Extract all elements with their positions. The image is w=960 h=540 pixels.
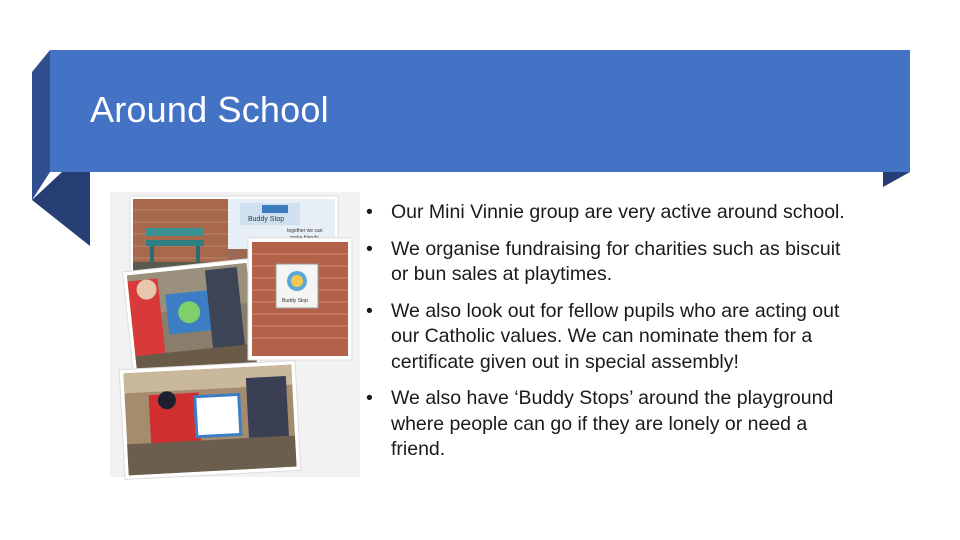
bullet-glyph: • bbox=[366, 299, 373, 322]
sign-label: Buddy Stop bbox=[248, 216, 285, 223]
slide-title: Around School bbox=[90, 89, 329, 130]
bullet-glyph: • bbox=[366, 237, 373, 260]
sign-partial-text: together we can bbox=[287, 228, 323, 234]
bullet-item bbox=[366, 386, 846, 463]
bullet-glyph: • bbox=[366, 387, 373, 409]
bullet-list bbox=[366, 200, 846, 474]
bullet-item bbox=[366, 237, 846, 288]
photo-child-bench bbox=[119, 360, 301, 479]
bullet-text: We also look out for fellow pupils who are acting out our Catholic values. We can nominate them for a certificate given out in special assembly! bbox=[391, 299, 840, 373]
bullet-item bbox=[366, 299, 846, 376]
bullet-text: We organise fundraising for charities such as biscuit or bun sales at playtimes. bbox=[391, 237, 841, 285]
bullet-text: Our Mini Vinnie group are very active around school. bbox=[391, 201, 845, 223]
sign-label-2: Buddy Stop bbox=[282, 298, 308, 304]
photo-sign-brick bbox=[248, 238, 352, 360]
bullet-text: We also have ‘Buddy Stops’ around the playground where people can go if they are lonely or need a friend. bbox=[391, 387, 834, 460]
bullet-item bbox=[366, 200, 846, 226]
bullet-glyph: • bbox=[366, 201, 373, 223]
